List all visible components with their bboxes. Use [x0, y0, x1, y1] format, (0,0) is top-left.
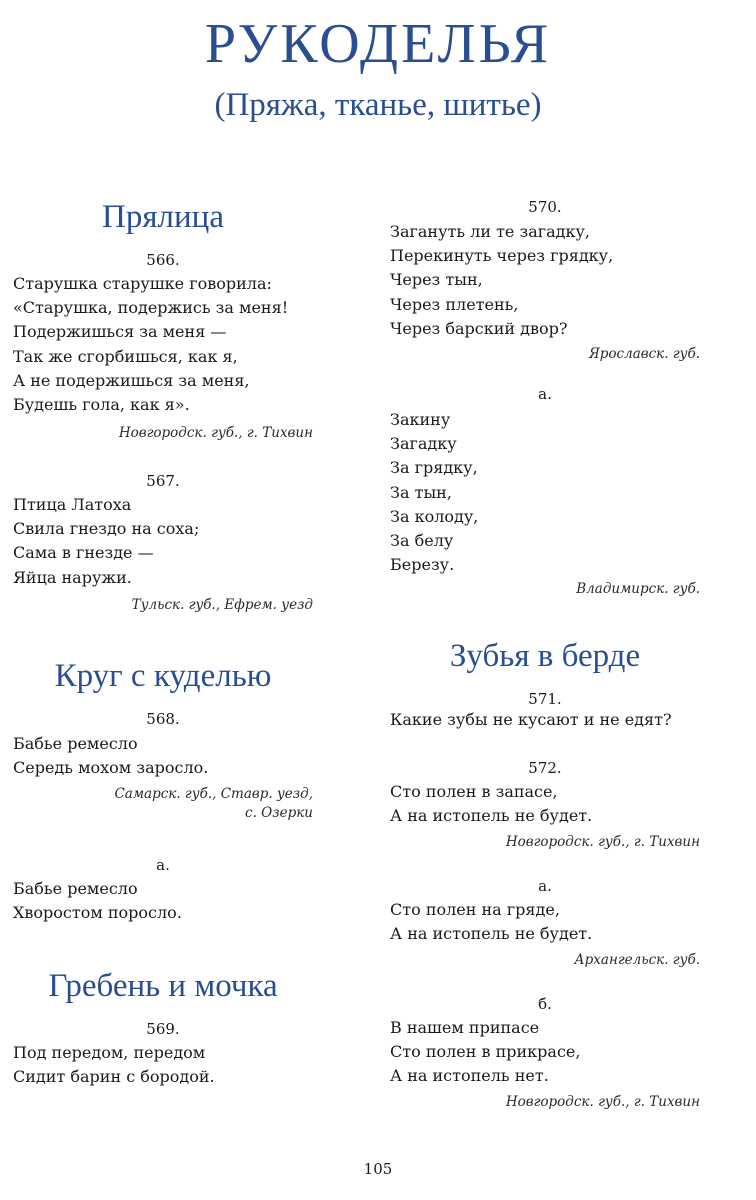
riddle-line: Сто полен на гряде, [390, 900, 560, 919]
riddle-line: Свила гнездо на соха; [13, 519, 200, 539]
riddle-572b-text [390, 1016, 700, 1089]
riddle-572a-source: Архангельск. губ. [574, 952, 700, 968]
riddle-line: За грядку, [390, 458, 478, 478]
riddle-566-text [13, 272, 313, 417]
riddle-line: Загадку [390, 434, 457, 454]
source-line: Самарск. губ., Ставр. уезд, [114, 786, 313, 802]
section-heading-krug: Круг с куделью [54, 658, 272, 694]
riddle-number-566: 566. [146, 251, 180, 269]
riddle-line: За белу [390, 531, 454, 551]
riddle-570-source: Ярославск. губ. [588, 346, 700, 362]
riddle-567-source: Тульск. губ., Ефрем. уезд [131, 597, 313, 613]
section-heading-zubya: Зубья в берде [449, 638, 641, 674]
riddle-number-568: 568. [146, 710, 180, 728]
riddle-568-text [13, 732, 313, 780]
riddle-line: Под передом, передом [13, 1043, 206, 1062]
riddle-number-571: 571. [528, 690, 562, 708]
riddle-line: Перекинуть через грядку, [390, 246, 614, 266]
riddle-number-570a: а. [538, 385, 552, 403]
riddle-572-source: Новгородск. губ., г. Тихвин [505, 834, 700, 850]
riddle-line: Будешь гола, как я». [13, 395, 190, 415]
riddle-number-572a: а. [538, 877, 552, 895]
riddle-line: «Старушка, подержись за меня! [13, 298, 289, 318]
riddle-line: Через тын, [390, 270, 483, 290]
page-subtitle: (Пряжа, тканье, шитье) [214, 87, 542, 123]
riddle-line: Птица Латоха [13, 495, 132, 514]
source-line: с. Озерки [245, 805, 313, 821]
riddle-568a-text [13, 877, 313, 925]
riddle-line: За тын, [390, 482, 452, 502]
riddle-569-text [13, 1041, 313, 1089]
riddle-line: Яйца наружи. [13, 567, 132, 587]
riddle-line: Так же сгорбишься, как я, [13, 346, 238, 366]
riddle-line: Березу. [390, 555, 455, 575]
riddle-line: Сидит барин с бородой. [13, 1067, 215, 1087]
page-title: РУКОДЕЛЬЯ [204, 13, 552, 75]
riddle-number-568a: а. [156, 856, 170, 874]
riddle-570a-text [390, 408, 700, 577]
riddle-570a-source: Владимирск. губ. [576, 581, 700, 597]
riddle-572b-source: Новгородск. губ., г. Тихвин [505, 1094, 700, 1110]
riddle-number-572b: б. [538, 995, 552, 1013]
riddle-line: Сама в гнезде — [13, 543, 154, 563]
riddle-line: А на истопель нет. [390, 1066, 549, 1086]
riddle-line: Хворостом поросло. [13, 903, 182, 923]
riddle-line: Какие зубы не кусают и не едят? [390, 710, 672, 729]
riddle-line: В нашем припасе [390, 1018, 540, 1037]
riddle-572a-text [390, 898, 700, 946]
page-number: 105 [363, 1160, 393, 1178]
riddle-number-570: 570. [528, 198, 562, 216]
riddle-line: А не подержишься за меня, [13, 370, 250, 390]
riddle-line: А на истопель не будет. [390, 924, 593, 944]
riddle-line: Закину [390, 410, 451, 429]
riddle-line: А на истопель не будет. [390, 806, 593, 826]
riddle-571-text [390, 708, 700, 732]
section-heading-greben: Гребень и мочка [48, 968, 278, 1004]
riddle-line: Подержишься за меня — [13, 322, 227, 342]
riddle-line: Сто полен в прикрасе, [390, 1042, 581, 1062]
riddle-line: За колоду, [390, 506, 479, 526]
riddle-number-569: 569. [146, 1020, 180, 1038]
riddle-line: Старушка старушке говорила: [13, 274, 272, 293]
riddle-line: Бабье ремесло [13, 734, 138, 753]
riddle-567-text [13, 493, 313, 590]
riddle-566-source: Новгородск. губ., г. Тихвин [118, 425, 313, 441]
riddle-line: Сто полен в запасе, [390, 782, 558, 801]
riddle-line: Через плетень, [390, 294, 519, 314]
section-heading-pryalitsa: Прялица [102, 199, 224, 235]
riddle-570-text [390, 220, 700, 341]
riddle-line: Через барский двор? [390, 318, 568, 338]
riddle-line: Середь мохом заросло. [13, 758, 209, 778]
riddle-line: Загануть ли те загадку, [390, 222, 591, 241]
riddle-568-source [13, 785, 313, 823]
riddle-572-text [390, 780, 700, 828]
riddle-line: Бабье ремесло [13, 879, 138, 898]
riddle-number-567: 567. [146, 472, 180, 490]
riddle-number-572: 572. [528, 759, 562, 777]
